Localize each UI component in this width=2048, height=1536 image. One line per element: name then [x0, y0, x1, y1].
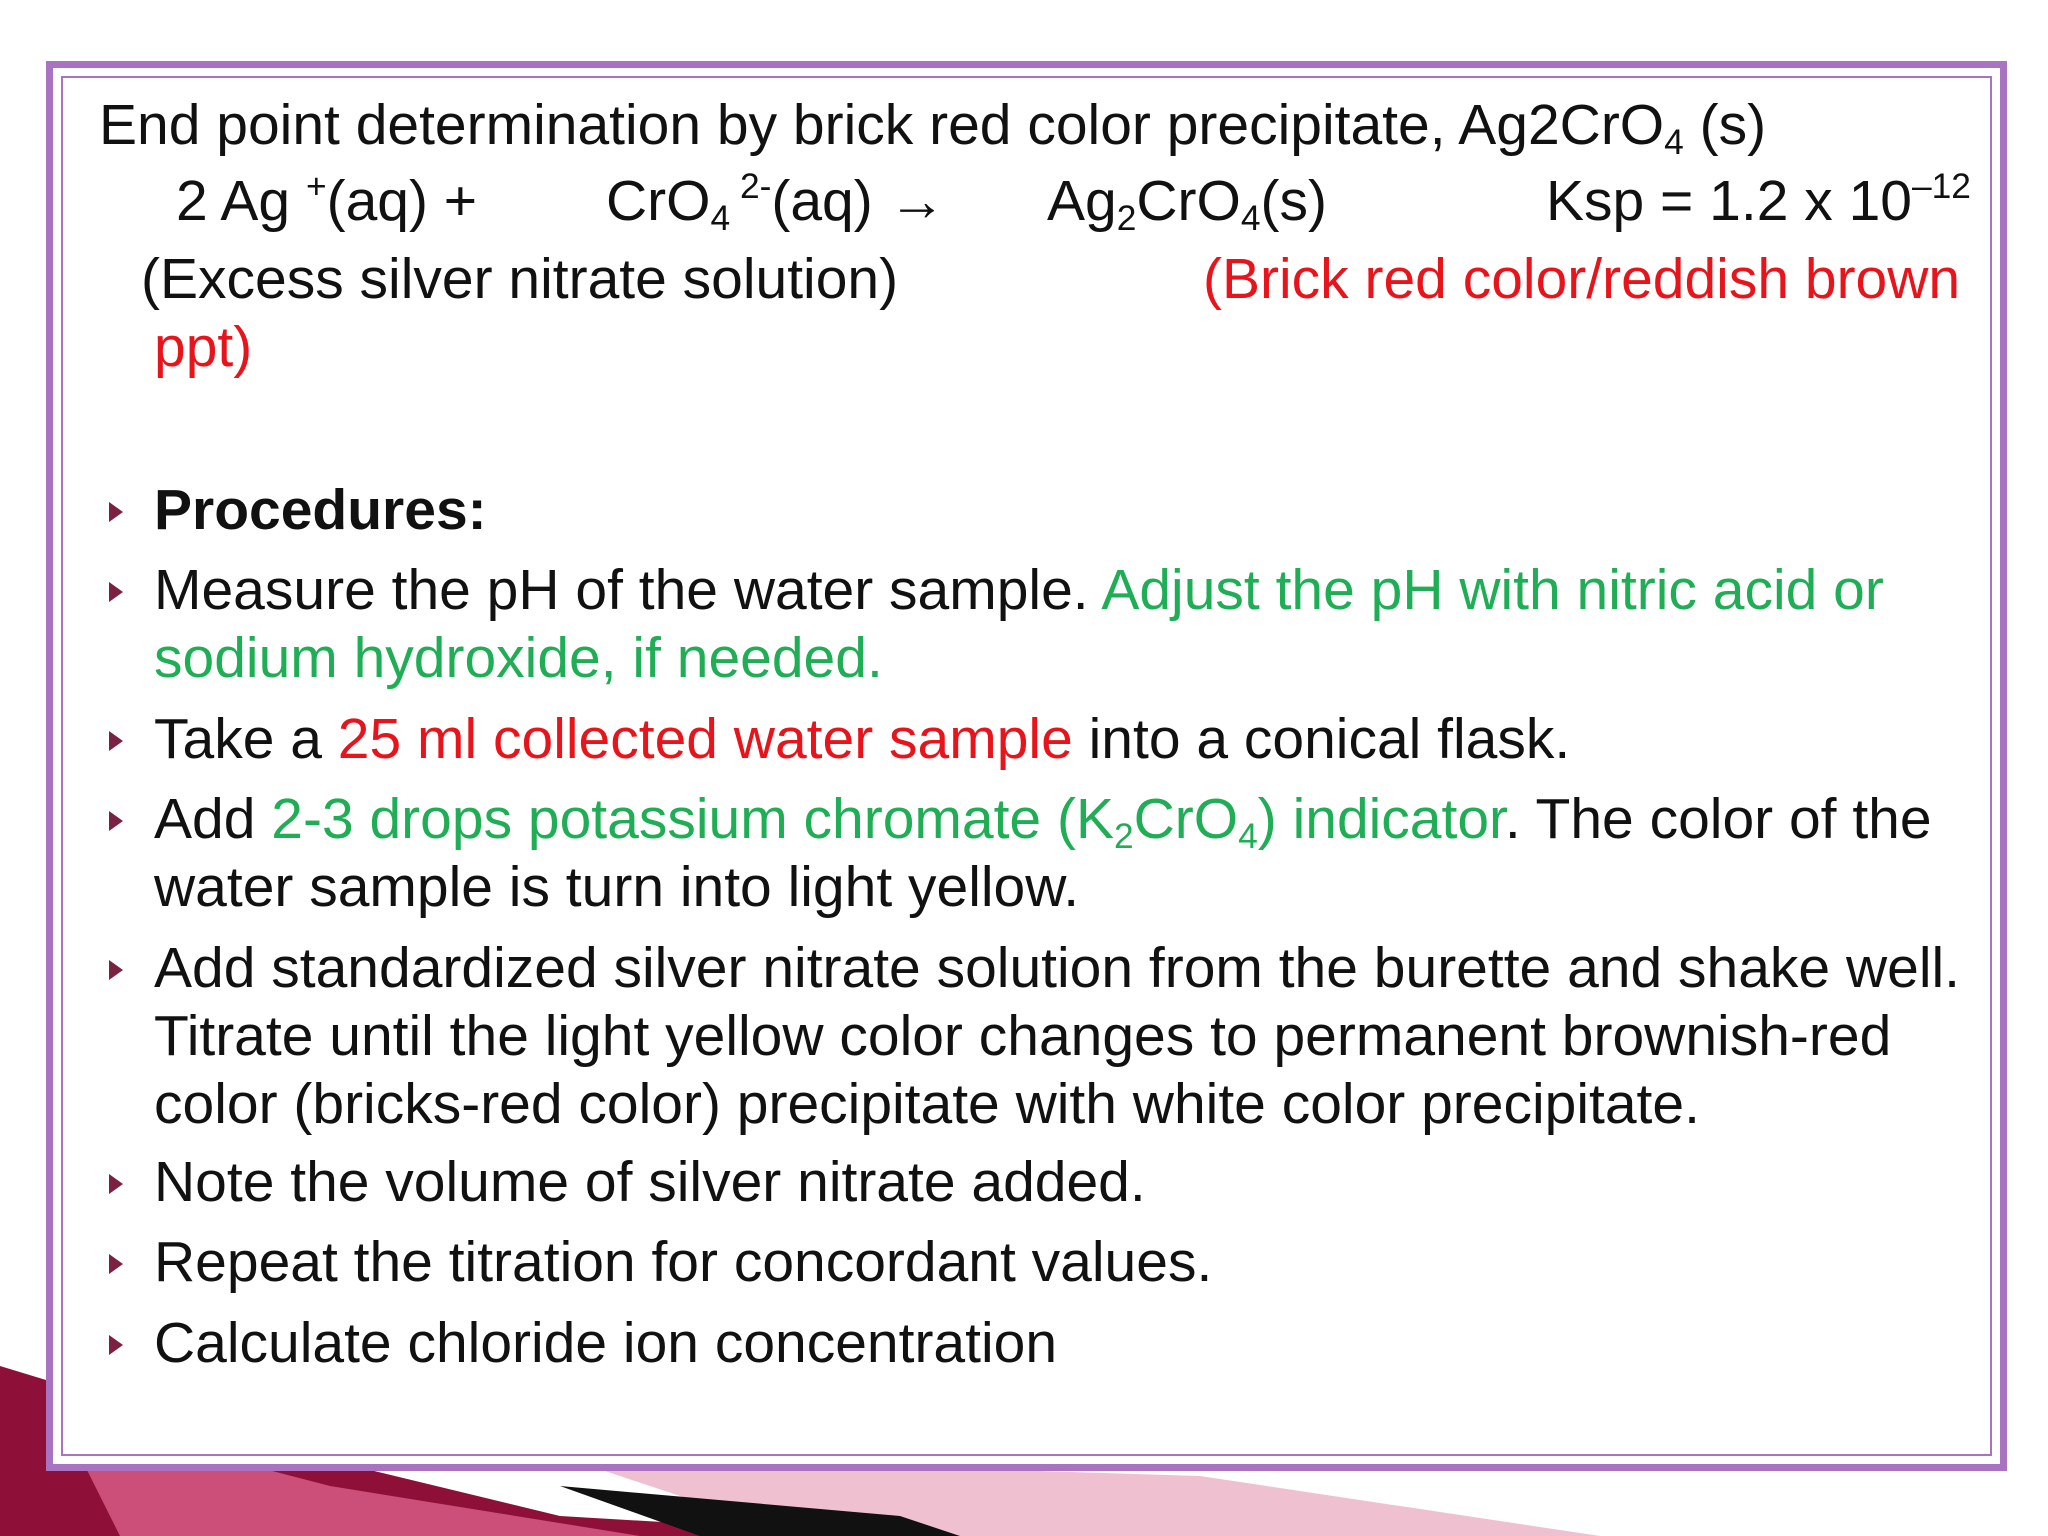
reactant-chromate-charge: 2-	[730, 167, 772, 207]
bullet-arrow-icon	[109, 731, 123, 751]
bullet-arrow-icon	[109, 502, 123, 522]
equation-reactant-chromate	[606, 167, 946, 238]
bullet-arrow-icon	[109, 582, 123, 602]
add-indicator-post: . The color of the water sample is turn into light yellow.	[154, 787, 1932, 919]
product-subscript-2: 4	[1240, 198, 1261, 238]
bullet-arrow-icon	[109, 1335, 123, 1355]
equation-product	[1047, 169, 1327, 238]
reactant-chromate-subscript: 4	[710, 198, 731, 238]
add-indicator-text	[154, 785, 1984, 921]
indicator-name-a: 2-3 drops potassium chromate (K	[271, 787, 1114, 851]
excess-solution-label: (Excess silver nitrate solution)	[141, 247, 899, 311]
intro-title	[99, 93, 1767, 162]
repeat-text: Repeat the titration for concordant values.	[154, 1230, 1213, 1294]
product-text-ag: Ag	[1047, 169, 1117, 233]
titrate-text: Add standardized silver nitrate solution from the burette and shake well. Titrate until the light yellow color changes to permanent brownish-red color (bricks-red color) precipitate with white color precipitate.	[154, 936, 1960, 1136]
take-sample-text	[154, 705, 1984, 773]
indicator-name-c: ) indicator	[1257, 787, 1505, 851]
reactant-silver-charge: +	[305, 167, 327, 207]
bullet-arrow-icon	[109, 1174, 123, 1194]
add-indicator-pre: Add	[154, 787, 272, 851]
product-state: (s)	[1260, 169, 1327, 233]
indicator-subscript-2: 4	[1238, 816, 1258, 856]
indicator-subscript-1: 2	[1113, 816, 1134, 856]
procedures-heading: Procedures:	[154, 478, 487, 542]
calculate-text: Calculate chloride ion concentration	[154, 1311, 1058, 1375]
take-sample-pre: Take a	[154, 707, 338, 771]
intro-title-suffix: (s)	[1683, 93, 1767, 157]
product-subscript-1: 2	[1116, 198, 1137, 238]
measure-ph-black: Measure the pH of the water sample.	[154, 558, 1102, 622]
measure-ph-green: Adjust the pH with nitric acid or sodium hydroxide, if needed.	[154, 558, 1884, 690]
reactant-silver-text: 2 Ag	[176, 169, 306, 233]
measure-ph-text	[154, 556, 1984, 692]
product-text-cro: CrO	[1136, 169, 1241, 233]
ksp-exponent: –12	[1912, 167, 1971, 207]
bullet-arrow-icon	[109, 1254, 123, 1274]
bullet-arrow-icon	[109, 960, 123, 980]
bullet-arrow-icon	[109, 811, 123, 831]
reactant-chromate-text: CrO	[606, 169, 711, 233]
equation-reactant-silver	[176, 167, 478, 233]
reactant-chromate-state: (aq) →	[771, 169, 946, 233]
take-sample-post: into a conical flask.	[1072, 707, 1571, 771]
intro-title-subscript: 4	[1664, 122, 1684, 162]
ksp-text: Ksp = 1.2 x 10	[1546, 169, 1912, 233]
precipitate-label-line1: (Brick red color/reddish brown	[1203, 247, 1961, 311]
add-indicator-green	[271, 787, 1505, 856]
note-volume-text: Note the volume of silver nitrate added.	[154, 1150, 1146, 1214]
indicator-name-b: CrO	[1133, 787, 1239, 851]
precipitate-label-line2: ppt)	[154, 315, 253, 379]
reactant-silver-state: (aq) +	[326, 169, 478, 233]
equation-ksp	[1546, 167, 1971, 233]
content-frame	[46, 61, 2007, 1471]
take-sample-red: 25 ml collected water sample	[337, 707, 1073, 771]
intro-title-text: End point determination by brick red color precipitate, Ag2CrO	[99, 93, 1665, 157]
